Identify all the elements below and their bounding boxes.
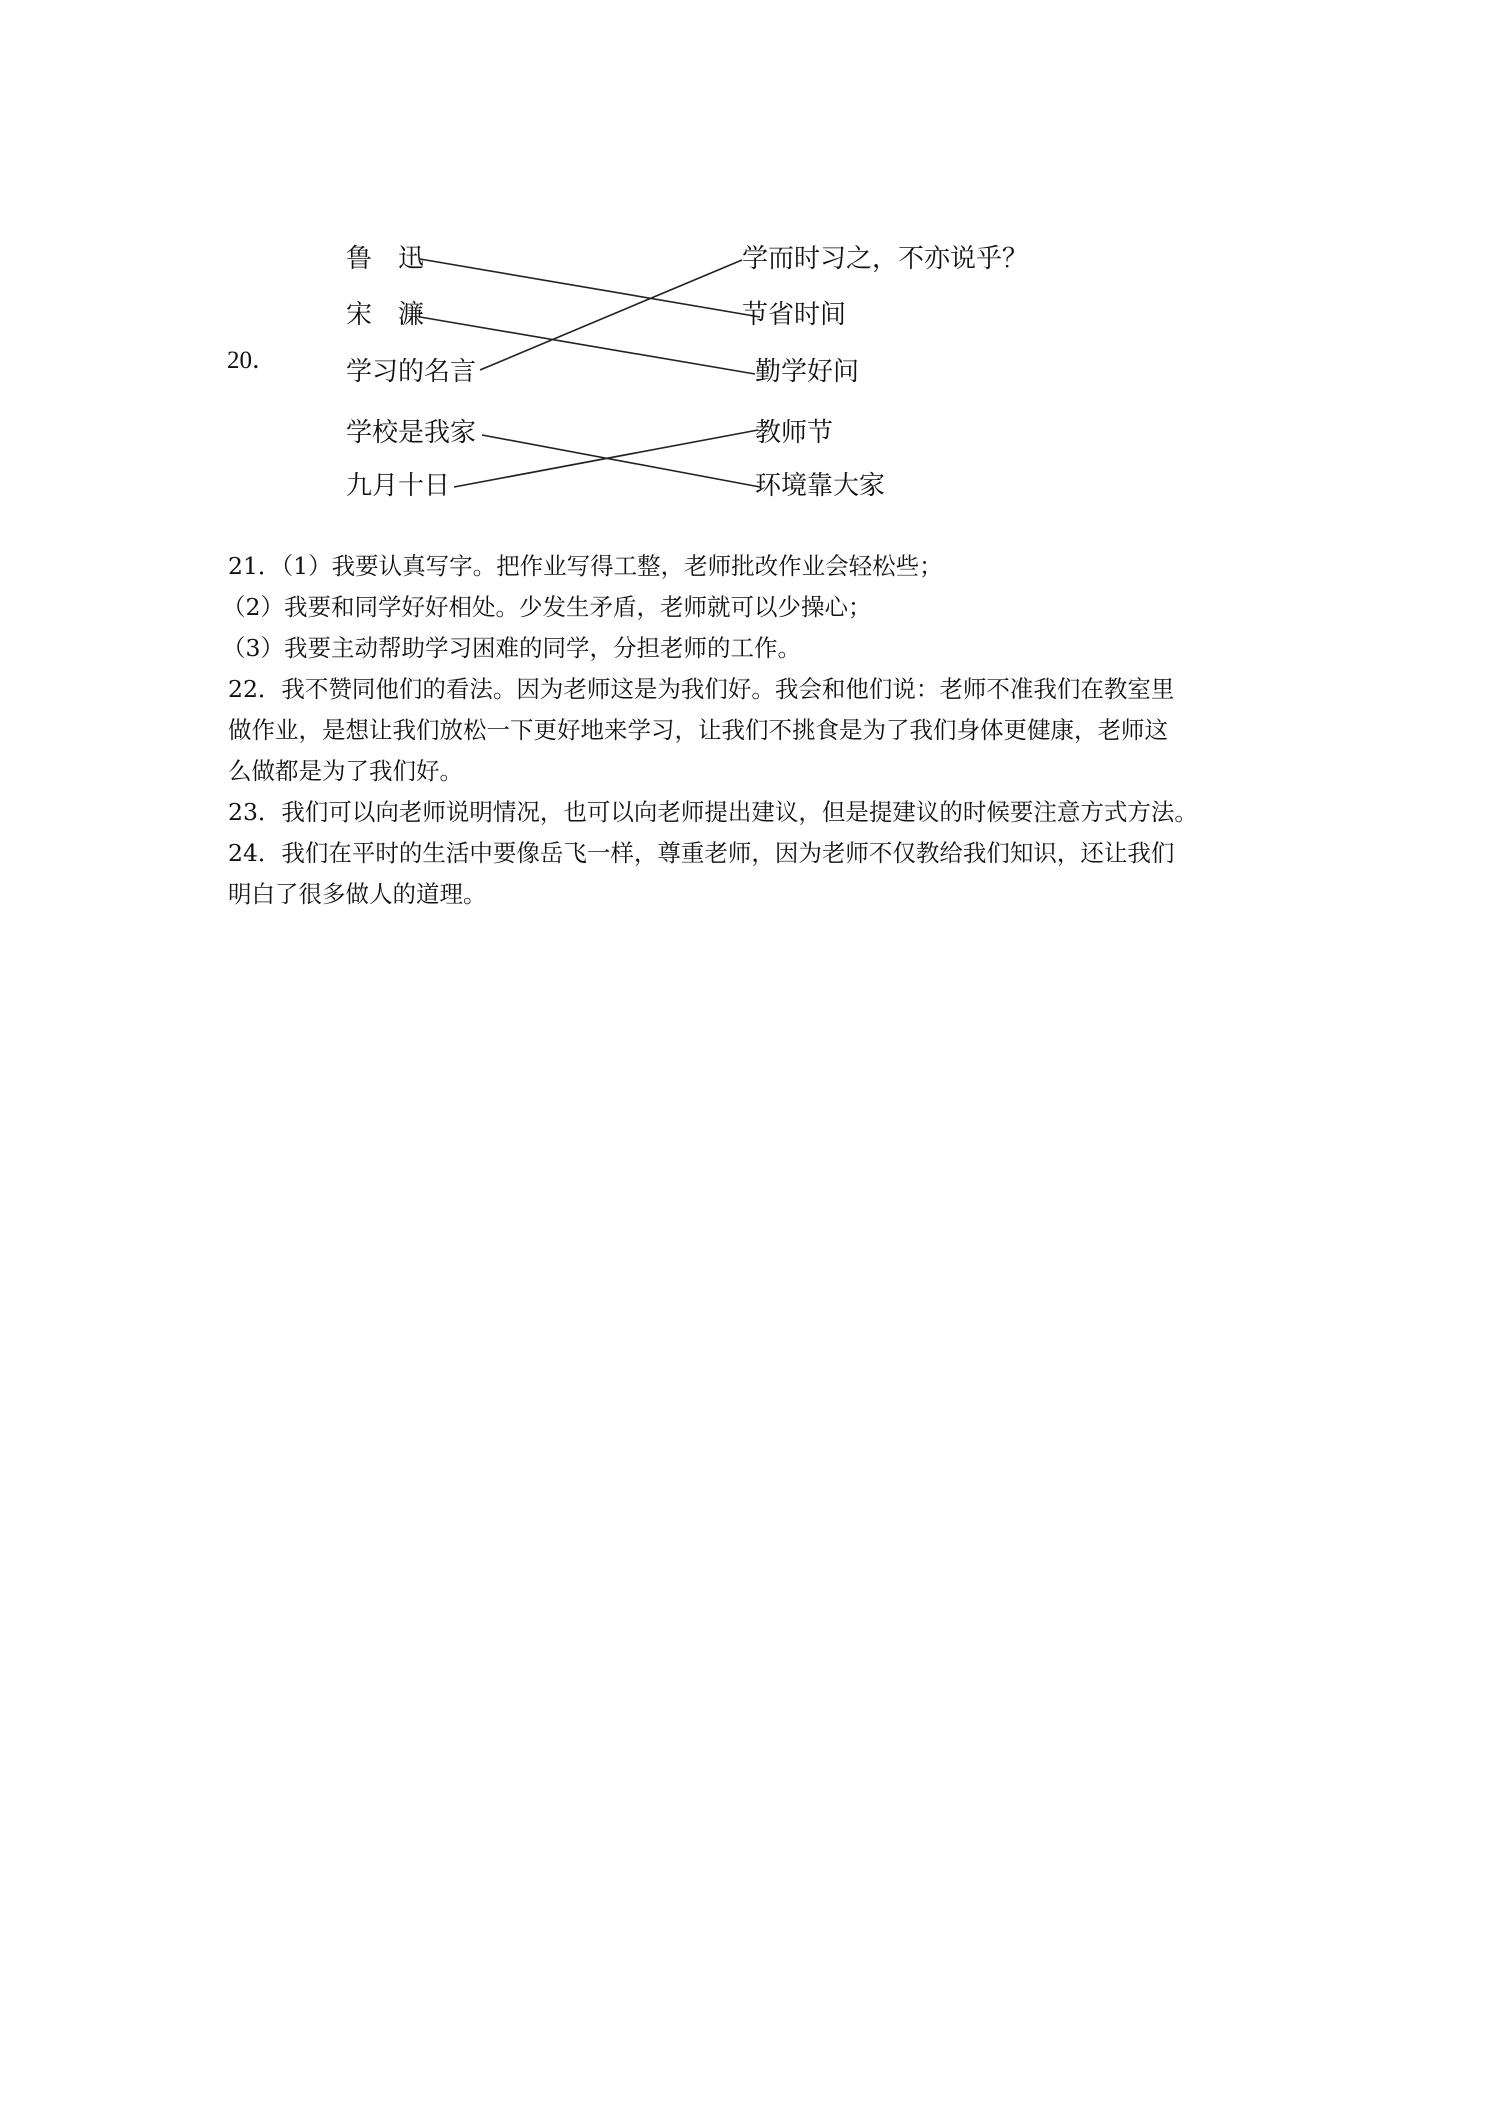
- answer-22-line-2: 做作业，是想让我们放松一下更好地来学习，让我们不挑食是为了我们身体更健康，老师这: [228, 716, 1168, 744]
- left-item-quote: 学习的名言: [346, 357, 477, 387]
- match-line-school: [482, 435, 760, 487]
- right-item-teachers-day: 教师节: [755, 418, 834, 448]
- left-item-songlian: 宋 濂: [346, 300, 425, 330]
- right-item-diligent: 勤学好问: [755, 357, 860, 387]
- left-item-luxun: 鲁 迅: [346, 244, 425, 274]
- answer-21-2: （2）我要和同学好好相处。少发生矛盾，老师就可以少操心；: [222, 593, 872, 621]
- right-item-quote: 学而时习之，不亦说乎？: [742, 244, 1029, 274]
- answer-block: [222, 546, 1280, 915]
- matching-exercise: [330, 230, 1100, 510]
- answer-22-line-1: 22．我不赞同他们的看法。因为老师这是为我们好。我会和他们说：老师不准我们在教室里: [228, 675, 1175, 703]
- answer-21-1: 21．（1）我要认真写字。把作业写得工整，老师批改作业会轻松些；: [228, 552, 943, 580]
- matching-diagram: [330, 230, 1100, 510]
- answer-21-3: （3）我要主动帮助学习困难的同学，分担老师的工作。: [222, 634, 801, 662]
- answer-22-line-3: 么做都是为了我们好。: [228, 757, 463, 785]
- left-item-september: 九月十日: [346, 471, 451, 501]
- left-item-school: 学校是我家: [346, 418, 477, 448]
- question-20-number: 20．: [227, 347, 278, 374]
- answer-24-line-1: 24．我们在平时的生活中要像岳飞一样，尊重老师，因为老师不仅教给我们知识，还让我们: [228, 839, 1175, 867]
- answer-24-line-2: 明白了很多做人的道理。: [228, 880, 487, 908]
- match-line-luxun: [420, 259, 760, 317]
- answer-23: 23．我们可以向老师说明情况，也可以向老师提出建议，但是提建议的时候要注意方式方法。: [228, 798, 1198, 826]
- right-item-environment: 环境靠大家: [755, 471, 886, 501]
- right-item-save-time: 节省时间: [742, 300, 847, 330]
